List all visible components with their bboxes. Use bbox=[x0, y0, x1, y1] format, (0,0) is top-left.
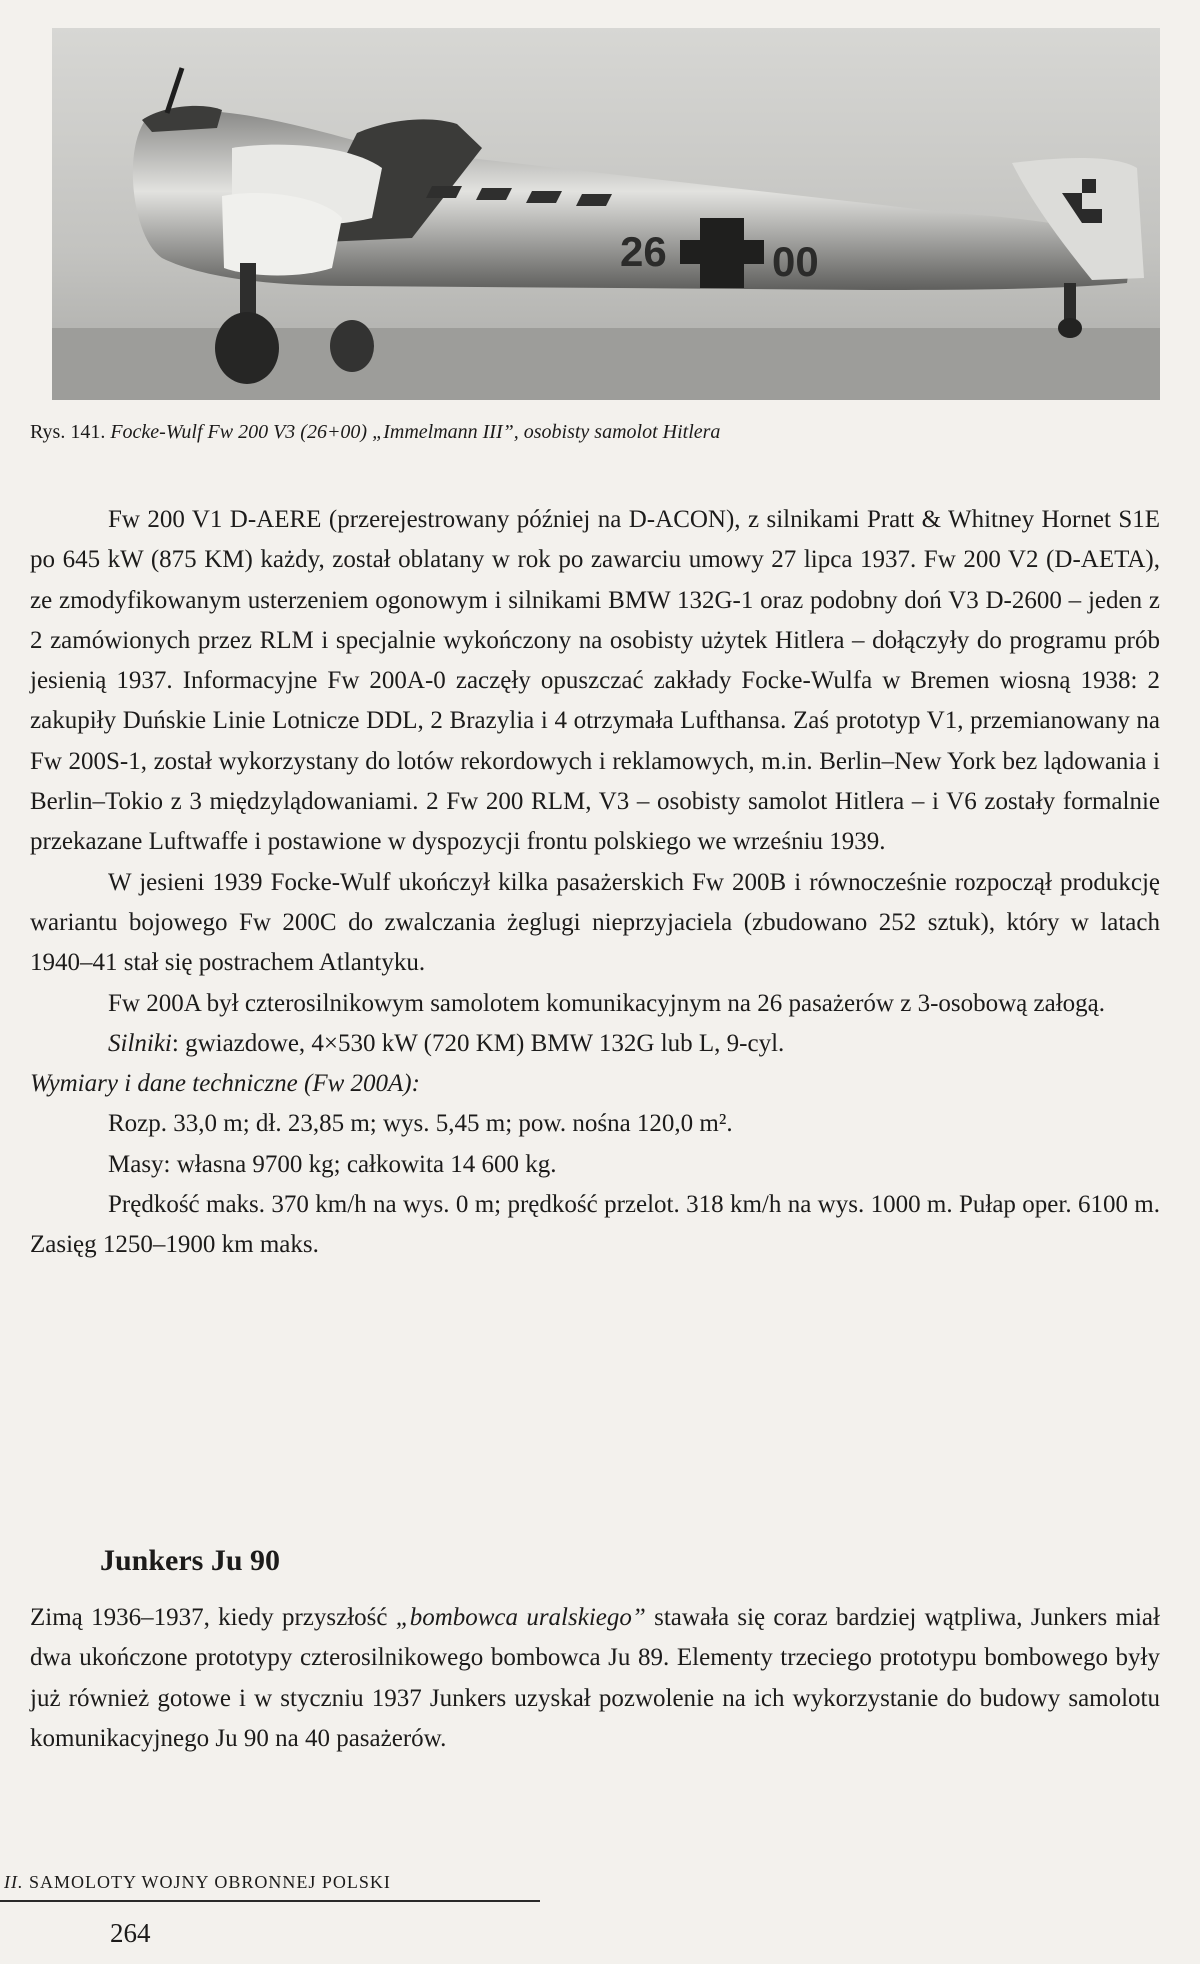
section-text-after: stawała się coraz bardziej wątpliwa, Junkers miał dwa ukończone prototypy czterosilnikowego bombowca Ju 89. Elementy trzeciego prototypu bombowego były już również gotowe i w styczniu 1937 Junkers uzyskał pozwolenie na ich wykorzystanie do budowy samolotu komunikacyjnego Ju 90 na 40 pasażerów. bbox=[30, 1604, 1160, 1752]
engines-line bbox=[30, 1024, 1160, 1064]
page-number: 264 bbox=[110, 1918, 151, 1948]
paragraph-1: Fw 200 V1 D-AERE (przerejestrowany później na D-ACON), z silnikami Pratt & Whitney Hornet S1E po 645 kW (875 KM) każdy, został oblatany w rok po zawarciu umowy 27 lipca 1937. Fw 200 V2 (D-AETA), ze zmodyfikowanym usterzeniem ogonowym i silnikami BMW 132G-1 oraz podobny doń V3 D-2600 – jeden z 2 zamówionych przez RLM i specjalnie wykończony na osobisty użytek Hitlera – dołączyły do programu prób jesienią 1937. Informacyjne Fw 200A-0 zaczęły opuszczać zakłady Focke-Wulfa w Bremen wiosną 1938: 2 zakupiły Duńskie Linie Lotnicze DDL, 2 Brazylia i 4 otrzymała Lufthansa. Zaś prototyp V1, przemianowany na Fw 200S-1, został wykorzystany do lotów rekordowych i reklamowych, m.in. Berlin–New York bez lądowania i Berlin–Tokio z 3 międzylądowaniami. 2 Fw 200 RLM, V3 – osobisty samolot Hitlera – i V6 zostały formalnie przekazane Luftwaffe i postawione w dyspozycji frontu polskiego we wrześniu 1939. bbox=[30, 506, 1160, 856]
paragraph-2: W jesieni 1939 Focke-Wulf ukończył kilka pasażerskich Fw 200B i równocześnie rozpoczął produkcję wariantu bojowego Fw 200C do zwalczania żeglugi nieprzyjaciela (zbudowano 252 sztuk), który w latach 1940–41 stał się postrachem Atlantyku. bbox=[30, 868, 1160, 977]
aircraft-photo bbox=[52, 28, 1160, 400]
running-footer bbox=[4, 1872, 391, 1893]
fuselage-code-left: 26 bbox=[620, 228, 667, 275]
aircraft-photo-image bbox=[52, 28, 1160, 400]
figure-caption bbox=[30, 418, 1180, 446]
footer-rule bbox=[0, 1900, 540, 1902]
footer-roman: II. bbox=[4, 1872, 24, 1892]
section-title: Junkers Ju 90 bbox=[100, 1544, 281, 1577]
specs-heading: Wymiary i dane techniczne (Fw 200A): bbox=[30, 1070, 420, 1098]
specs-performance: Prędkość maks. 370 km/h na wys. 0 m; prędkość przelot. 318 km/h na wys. 1000 m. Pułap oper. 6100 m. Zasięg 1250–1900 km maks. bbox=[30, 1191, 1160, 1259]
section-quote: „bombowca uralskiego” bbox=[395, 1604, 646, 1631]
footer-chapter: SAMOLOTY WOJNY OBRONNEJ POLSKI bbox=[29, 1872, 391, 1892]
section-text bbox=[30, 1598, 1160, 1759]
section-paragraph bbox=[30, 1598, 1160, 1759]
specs-dimensions: Rozp. 33,0 m; dł. 23,85 m; wys. 5,45 m; pow. nośna 120,0 m². bbox=[108, 1110, 733, 1138]
specs-mass: Masy: własna 9700 kg; całkowita 14 600 kg. bbox=[108, 1150, 557, 1178]
main-text bbox=[30, 500, 1160, 1266]
fuselage-code-right: 00 bbox=[772, 238, 819, 285]
engines-text: : gwiazdowe, 4×530 kW (720 KM) BMW 132G lub L, 9-cyl. bbox=[171, 1029, 785, 1057]
caption-text: Focke-Wulf Fw 200 V3 (26+00) „Immelmann III”, osobisty samolot Hitlera bbox=[110, 421, 721, 443]
section-text-before: Zimą 1936–1937, kiedy przyszłość bbox=[30, 1604, 396, 1631]
paragraph-3: Fw 200A był czterosilnikowym samolotem komunikacyjnym na 26 pasażerów z 3-osobową załogą. bbox=[108, 989, 1106, 1017]
engines-label: Silniki bbox=[108, 1029, 172, 1057]
caption-prefix: Rys. 141. bbox=[30, 421, 106, 443]
